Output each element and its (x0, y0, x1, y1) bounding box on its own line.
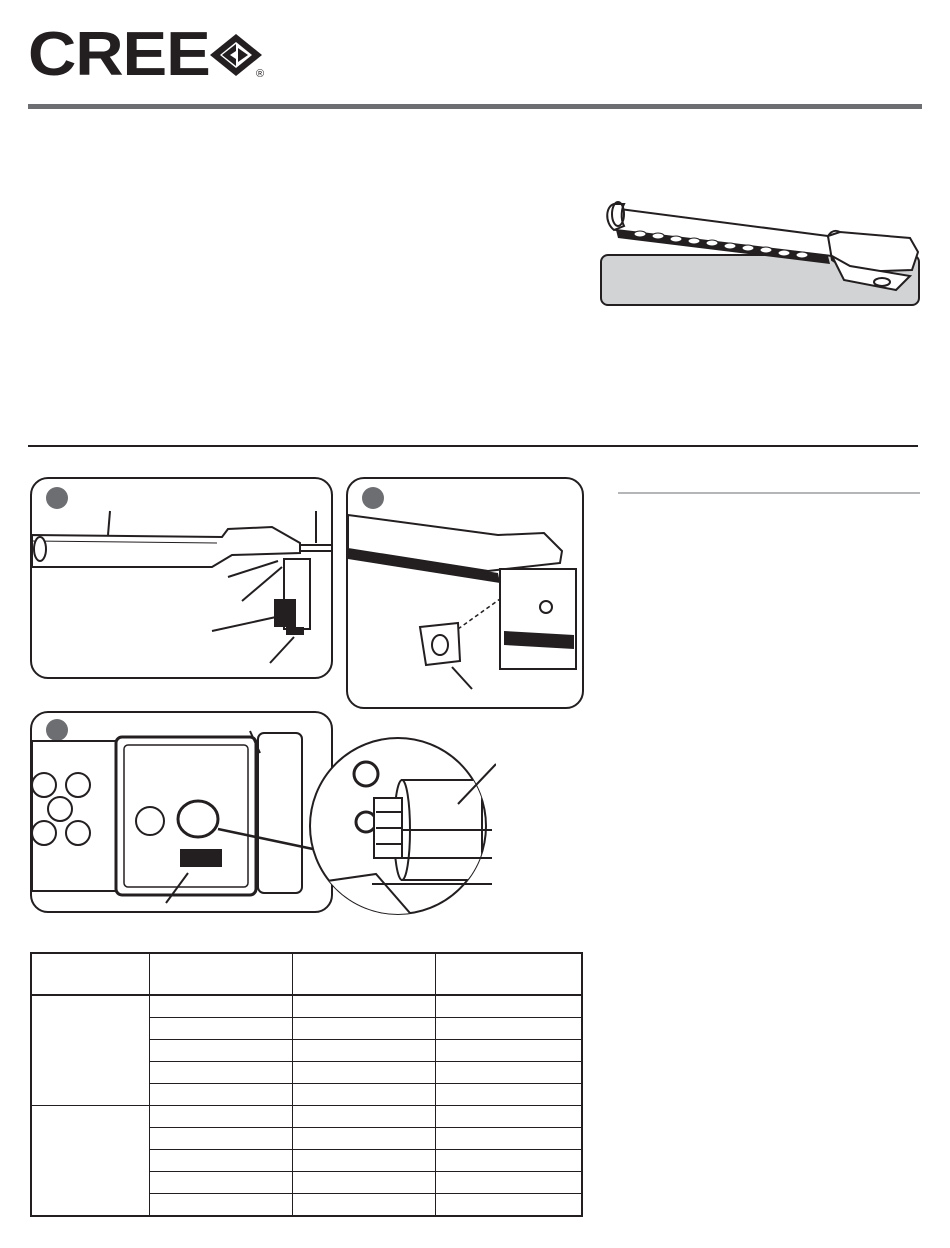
step-2-illustration (348, 479, 584, 709)
header-rule (28, 104, 922, 109)
sidebar-rule (618, 492, 920, 494)
header-cell (31, 953, 150, 995)
header-cell (436, 953, 583, 995)
step-3-illustration (32, 713, 332, 913)
step-1-panel (30, 477, 333, 679)
table-row (31, 995, 582, 1018)
registered-mark: ® (256, 68, 265, 80)
wiring-detail-zoom-illustration (306, 734, 496, 920)
step-2-panel (346, 477, 584, 709)
header-cell (150, 953, 293, 995)
hero-luminaire-illustration (600, 196, 922, 296)
table-header-row (31, 953, 582, 995)
table-row (31, 1106, 582, 1128)
group-cell (31, 995, 150, 1106)
spec-table (30, 952, 583, 1217)
step-1-illustration (32, 479, 332, 679)
step-3-panel (30, 711, 333, 913)
brand-logo-wordmark: CREE (28, 20, 210, 89)
section-divider (28, 445, 918, 447)
header-cell (293, 953, 436, 995)
group-cell (31, 1106, 150, 1217)
